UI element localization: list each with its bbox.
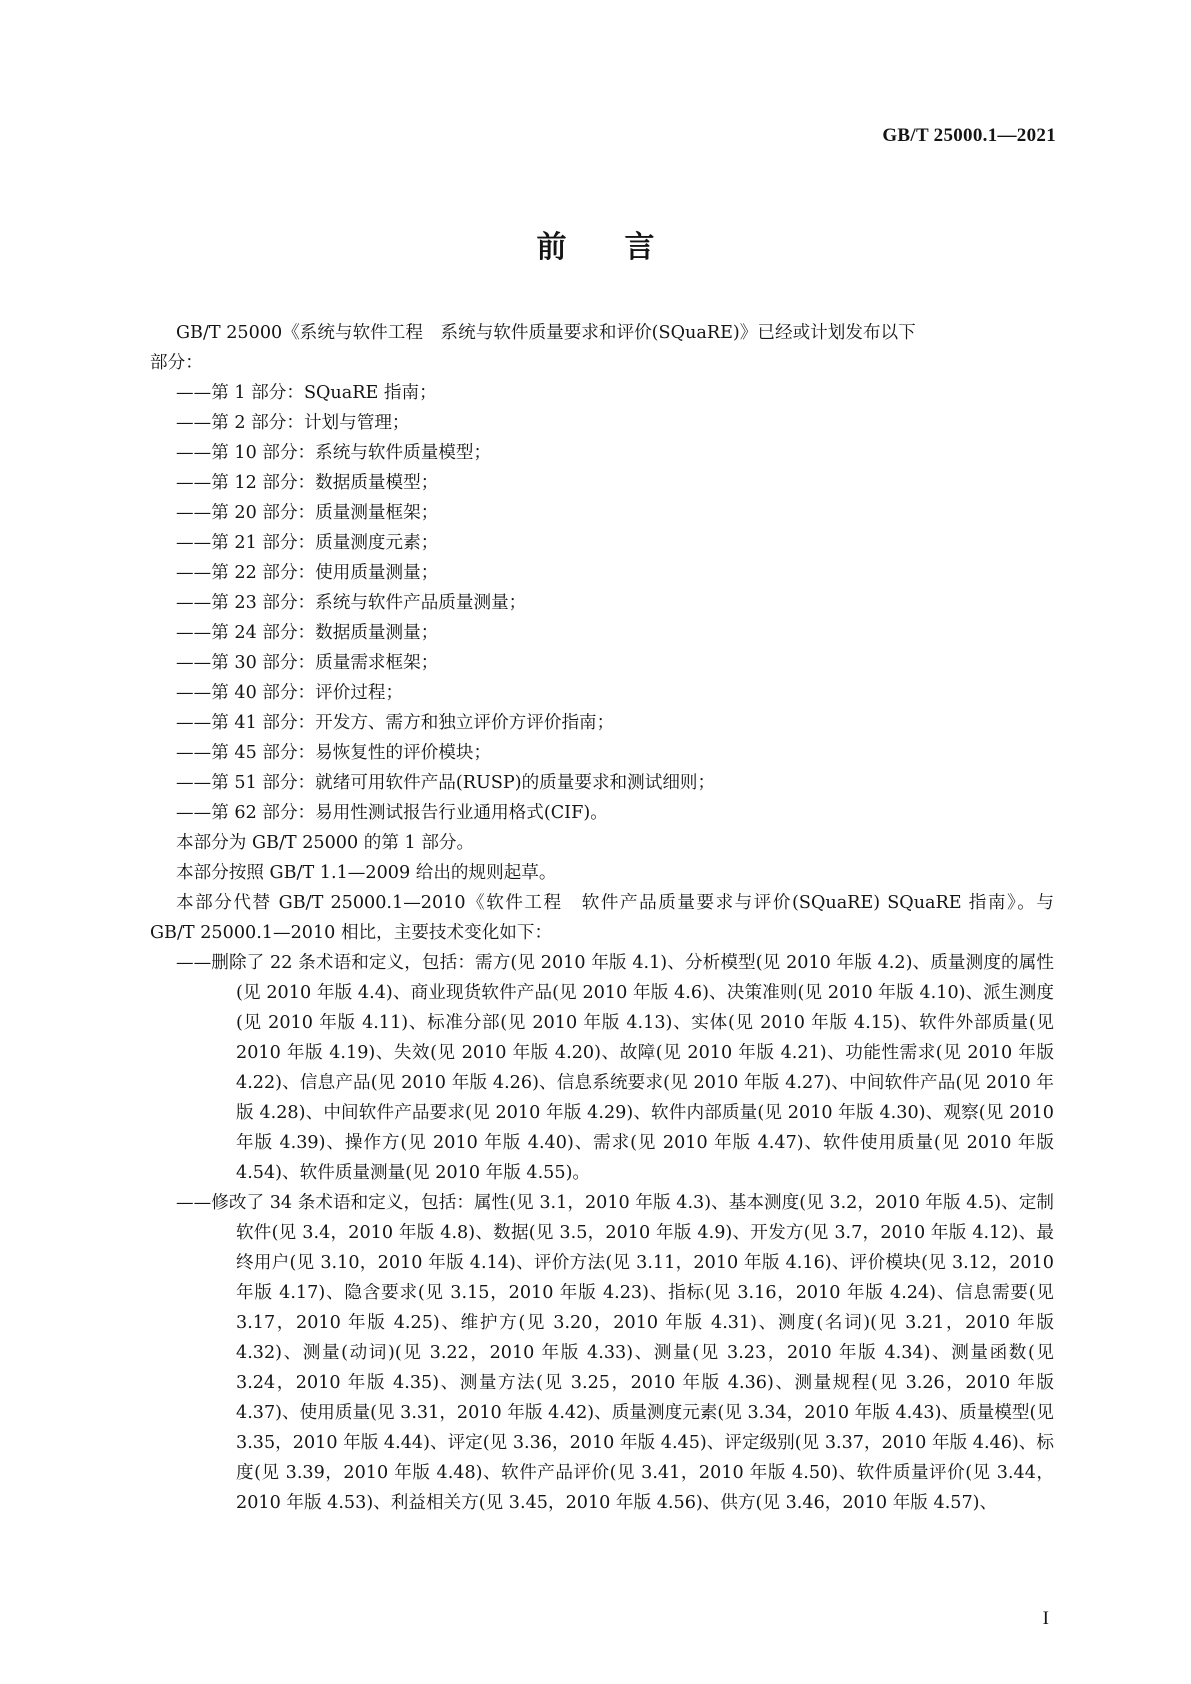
foreword-body: [150, 318, 1054, 1518]
list-item: ——第 62 部分：易用性测试报告行业通用格式(CIF)。: [176, 803, 608, 823]
intro-line-1: GB/T 25000《系统与软件工程 系统与软件质量要求和评价(SQuaRE)》已经或计划发布以下: [176, 323, 916, 343]
list-item: ——第 1 部分：SQuaRE 指南；: [176, 383, 437, 403]
change-item-modified: ——修改了 34 条术语和定义，包括：属性(见 3.1，2010 年版 4.3)、基本测度(见 3.2，2010 年版 4.5)、定制软件(见 3.4，2010 年版 4.8)、数据(见 3.5，2010 年版 4.9)、开发方(见 3.7，2010 年版 4.12)、最终用户(见 3.10，2010 年版 4.14)、评价方法(见 3.11，2010 年版 4.16)、评价模块(见 3.12，2010 年版 4.17)、隐含要求(见 3.15，2010 年版 4.23)、指标(见 3.16，2010 年版 4.24)、信息需要(见 3.17，2010 年版 4.25)、维护方(见 3.20，2010 年版 4.31)、测度(名词)(见 3.21，2010 年版 4.32)、测量(动词)(见 3.22，2010 年版 4.33)、测量(见 3.23，2010 年版 4.34)、测量函数(见 3.24，2010 年版 4.35)、测量方法(见 3.25，2010 年版 4.36)、测量规程(见 3.26，2010 年版 4.37)、使用质量(见 3.31，2010 年版 4.42)、质量测度元素(见 3.34，2010 年版 4.43)、质量模型(见3.35，2010 年版 4.44)、评定(见 3.36，2010 年版 4.45)、评定级别(见 3.37，2010 年版 4.46)、标度(见 3.39，2010 年版 4.48)、软件产品评价(见 3.41，2010 年版 4.50)、软件质量评价(见 3.44，2010 年版 4.53)、利益相关方(见 3.45，2010 年版 4.56)、供方(见 3.46，2010 年版 4.57)、: [176, 1193, 1054, 1513]
list-item: ——第 45 部分：易恢复性的评价模块；: [176, 743, 492, 763]
standard-code: GB/T 25000.1—2021: [882, 125, 1056, 146]
page-title: 前言: [536, 230, 713, 265]
replaces-statement: 本部分代替 GB/T 25000.1—2010《软件工程 软件产品质量要求与评价(SQuaRE) SQuaRE 指南》。与 GB/T 25000.1—2010 相比，主要技术变化如下：: [150, 893, 1054, 943]
parts-list: [150, 378, 1054, 828]
page-number: I: [1042, 1608, 1049, 1629]
list-item: ——第 24 部分：数据质量测量；: [176, 623, 439, 643]
list-item: ——第 22 部分：使用质量测量；: [176, 563, 439, 583]
part-of-statement: 本部分为 GB/T 25000 的第 1 部分。: [176, 833, 475, 853]
list-item: ——第 21 部分：质量测度元素；: [176, 533, 439, 553]
list-item: ——第 10 部分：系统与软件质量模型；: [176, 443, 492, 463]
list-item: ——第 20 部分：质量测量框架；: [176, 503, 439, 523]
drafting-statement: 本部分按照 GB/T 1.1—2009 给出的规则起草。: [176, 863, 557, 883]
list-item: ——第 40 部分：评价过程；: [176, 683, 404, 703]
list-item: ——第 23 部分：系统与软件产品质量测量；: [176, 593, 527, 613]
list-item: ——第 12 部分：数据质量模型；: [176, 473, 439, 493]
list-item: ——第 30 部分：质量需求框架；: [176, 653, 439, 673]
list-item: ——第 51 部分：就绪可用软件产品(RUSP)的质量要求和测试细则；: [176, 773, 716, 793]
list-item: ——第 2 部分：计划与管理；: [176, 413, 410, 433]
intro-line-2: 部分：: [150, 353, 203, 373]
list-item: ——第 41 部分：开发方、需方和独立评价方评价指南；: [176, 713, 615, 733]
change-item-deleted: ——删除了 22 条术语和定义，包括：需方(见 2010 年版 4.1)、分析模型(见 2010 年版 4.2)、质量测度的属性(见 2010 年版 4.4)、商业现货软件产品(见 2010 年版 4.6)、决策准则(见 2010 年版 4.10)、派生测度(见 2010 年版 4.11)、标准分部(见 2010 年版 4.13)、实体(见 2010 年版 4.15)、软件外部质量(见 2010 年版 4.19)、失效(见 2010 年版 4.20)、故障(见 2010 年版 4.21)、功能性需求(见 2010 年版 4.22)、信息产品(见 2010 年版 4.26)、信息系统要求(见 2010 年版 4.27)、中间软件产品(见 2010 年版 4.28)、中间软件产品要求(见 2010 年版 4.29)、软件内部质量(见 2010 年版 4.30)、观察(见 2010 年版 4.39)、操作方(见 2010 年版 4.40)、需求(见 2010 年版 4.47)、软件使用质量(见 2010 年版 4.54)、软件质量测量(见 2010 年版 4.55)。: [176, 953, 1054, 1183]
